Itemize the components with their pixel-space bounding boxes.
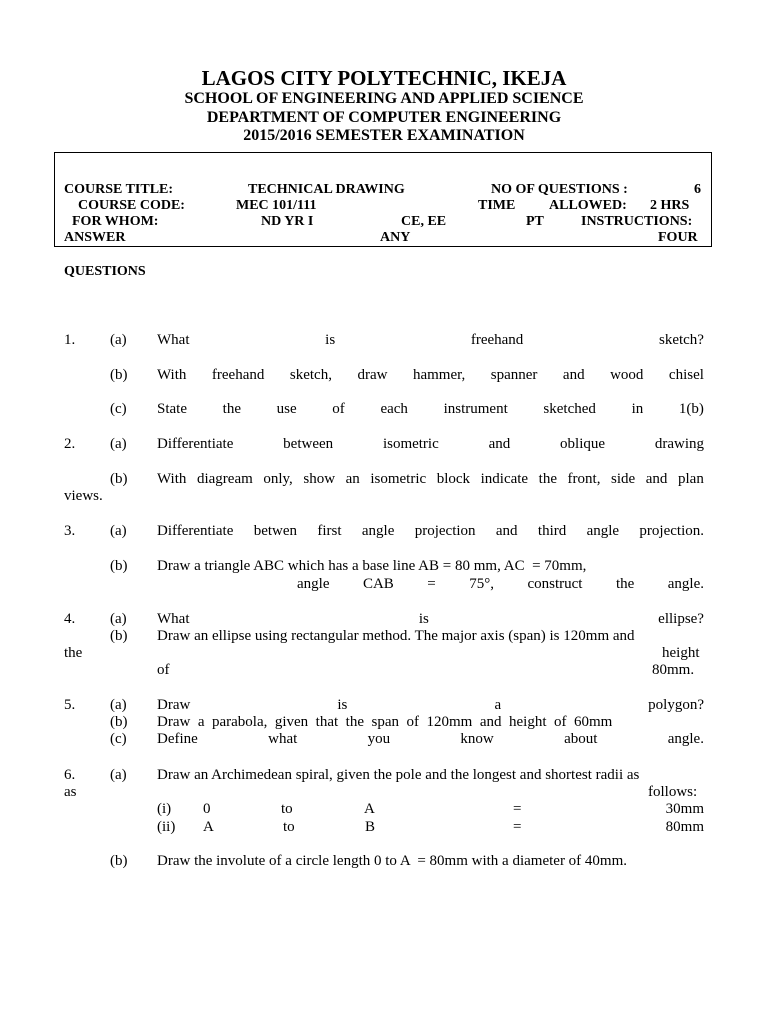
instructions-label: INSTRUCTIONS: — [581, 214, 693, 229]
question-2b-line1 — [157, 471, 704, 488]
word: plan — [678, 471, 704, 487]
for-whom-mode: PT — [526, 214, 544, 229]
word: ellipse? — [658, 611, 704, 627]
part-label: (b) — [110, 853, 128, 869]
word: first — [317, 523, 342, 539]
time-value: 2 HRS — [650, 198, 690, 213]
word: of — [332, 401, 345, 417]
word: indicate — [480, 471, 529, 487]
question-1c — [157, 401, 704, 418]
word: Draw — [157, 697, 191, 713]
word: in — [631, 401, 644, 417]
word: Define — [157, 731, 198, 747]
no-questions-value: 6 — [694, 182, 701, 197]
word: is — [325, 332, 336, 348]
word: With — [157, 471, 187, 487]
question-5c — [157, 731, 704, 748]
word: and — [645, 471, 668, 487]
answer-word-2: ANY — [380, 230, 411, 245]
word: is — [337, 697, 348, 713]
word: sketched — [543, 401, 596, 417]
part-label: (a) — [110, 767, 127, 783]
word: block — [436, 471, 471, 487]
question-3a — [157, 523, 704, 540]
time-label: TIME — [478, 198, 516, 213]
for-whom-departments: CE, EE — [401, 214, 447, 229]
word: angle — [586, 523, 620, 539]
word: draw — [357, 367, 388, 383]
word: the — [538, 471, 557, 487]
question-6a-line2-end: follows: — [648, 784, 698, 800]
word: third — [537, 523, 567, 539]
question-1b — [157, 367, 704, 384]
word: what — [268, 731, 298, 747]
part-label: (a) — [110, 611, 127, 627]
word: show — [303, 471, 336, 487]
word: know — [460, 731, 494, 747]
question-5a — [157, 697, 704, 714]
question-4b-line2-start: the — [64, 645, 83, 661]
word: use — [276, 401, 297, 417]
word: sketch? — [658, 332, 704, 348]
question-number: 3. — [64, 523, 76, 539]
for-whom-label: FOR WHOM: — [72, 214, 159, 229]
word: = — [427, 576, 436, 592]
word: State — [157, 401, 187, 417]
course-title-value: TECHNICAL DRAWING — [248, 182, 405, 197]
word: and — [495, 523, 518, 539]
word: What — [157, 332, 190, 348]
word: isometric — [370, 471, 427, 487]
question-number: 5. — [64, 697, 76, 713]
word: Differentiate — [157, 523, 234, 539]
word: With — [157, 367, 187, 383]
institution-title: LAGOS CITY POLYTECHNIC, IKEJA — [201, 66, 567, 90]
part-label: (b) — [110, 714, 128, 730]
word: 1(b) — [678, 401, 704, 417]
word: Differentiate — [157, 436, 234, 452]
question-6b: Draw the involute of a circle length 0 to A = 80mm with a diameter of 40mm. — [157, 853, 628, 869]
word: projection. — [639, 523, 704, 539]
question-4b-line3-start: of — [157, 662, 170, 678]
question-4a — [157, 611, 704, 628]
word: spanner — [490, 367, 538, 383]
word: freehand — [211, 367, 265, 383]
department-title: DEPARTMENT OF COMPUTER ENGINEERING — [206, 109, 562, 126]
word: angle — [297, 576, 330, 592]
part-label: (b) — [110, 367, 128, 383]
course-code-label: COURSE CODE: — [78, 198, 185, 213]
part-label: (b) — [110, 471, 128, 487]
question-2a — [157, 436, 704, 453]
word: construct — [527, 576, 583, 592]
part-label: (a) — [110, 523, 127, 539]
time-allowed-label: ALLOWED: — [549, 198, 627, 213]
word: polygon? — [648, 697, 704, 713]
word: 75°, — [469, 576, 494, 592]
question-3b-line2 — [297, 576, 704, 593]
word: an — [345, 471, 360, 487]
word: about — [564, 731, 598, 747]
word: the — [615, 576, 635, 592]
word: each — [380, 401, 408, 417]
word: and — [488, 436, 511, 452]
word: the — [222, 401, 241, 417]
exam-title: 2015/2016 SEMESTER EXAMINATION — [243, 127, 525, 144]
questions-heading: QUESTIONS — [64, 264, 146, 279]
word: between — [283, 436, 334, 452]
word: a — [494, 697, 502, 713]
word: side — [611, 471, 636, 487]
answer-word-1: ANSWER — [64, 230, 126, 245]
word: CAB — [362, 576, 394, 592]
word: only, — [263, 471, 293, 487]
question-3b-line1: Draw a triangle ABC which has a base line AB = 80 mm, AC = 70mm, — [157, 558, 587, 574]
part-label: (a) — [110, 436, 127, 452]
word: angle. — [667, 576, 704, 592]
school-title: SCHOOL OF ENGINEERING AND APPLIED SCIENCE — [184, 90, 584, 107]
word: sketch, — [289, 367, 332, 383]
question-6a-line2-start: as — [64, 784, 77, 800]
question-number: 2. — [64, 436, 76, 452]
part-label: (a) — [110, 332, 127, 348]
course-title-label: COURSE TITLE: — [64, 182, 174, 197]
question-5b: Draw a parabola, given that the span of 120mm and height of 60mm — [157, 714, 613, 730]
question-4b-line3-end: 80mm. — [652, 662, 695, 678]
word: freehand — [470, 332, 524, 348]
word: angle. — [667, 731, 704, 747]
word: diagream — [196, 471, 253, 487]
word: betwen — [253, 523, 298, 539]
question-number: 1. — [64, 332, 76, 348]
no-questions-label: NO OF QUESTIONS : — [491, 182, 628, 197]
word: is — [418, 611, 429, 627]
part-label: (b) — [110, 628, 128, 644]
word: you — [367, 731, 391, 747]
part-label: (b) — [110, 558, 128, 574]
course-code-value: MEC 101/111 — [236, 198, 317, 213]
word: instrument — [443, 401, 508, 417]
question-2b-line2: views. — [64, 488, 103, 504]
word: angle — [361, 523, 395, 539]
question-6a-line1: Draw an Archimedean spiral, given the pole and the longest and shortest radii as — [157, 767, 640, 783]
question-1a — [157, 332, 704, 349]
part-label: (a) — [110, 697, 127, 713]
question-number: 6. — [64, 767, 76, 783]
for-whom-level: ND YR I — [261, 214, 314, 229]
question-4b-line1: Draw an ellipse using rectangular method. The major axis (span) is 120mm and — [157, 628, 635, 644]
word: projection — [414, 523, 476, 539]
word: What — [157, 611, 190, 627]
word: front, — [567, 471, 601, 487]
question-number: 4. — [64, 611, 76, 627]
question-4b-line2-end: height — [662, 645, 700, 661]
answer-word-3: FOUR — [658, 230, 698, 245]
word: drawing — [654, 436, 704, 452]
word: oblique — [560, 436, 606, 452]
part-label: (c) — [110, 731, 127, 747]
word: hammer, — [412, 367, 466, 383]
word: and — [562, 367, 585, 383]
word: isometric — [382, 436, 439, 452]
word: chisel — [668, 367, 704, 383]
word: wood — [610, 367, 644, 383]
part-label: (c) — [110, 401, 127, 417]
